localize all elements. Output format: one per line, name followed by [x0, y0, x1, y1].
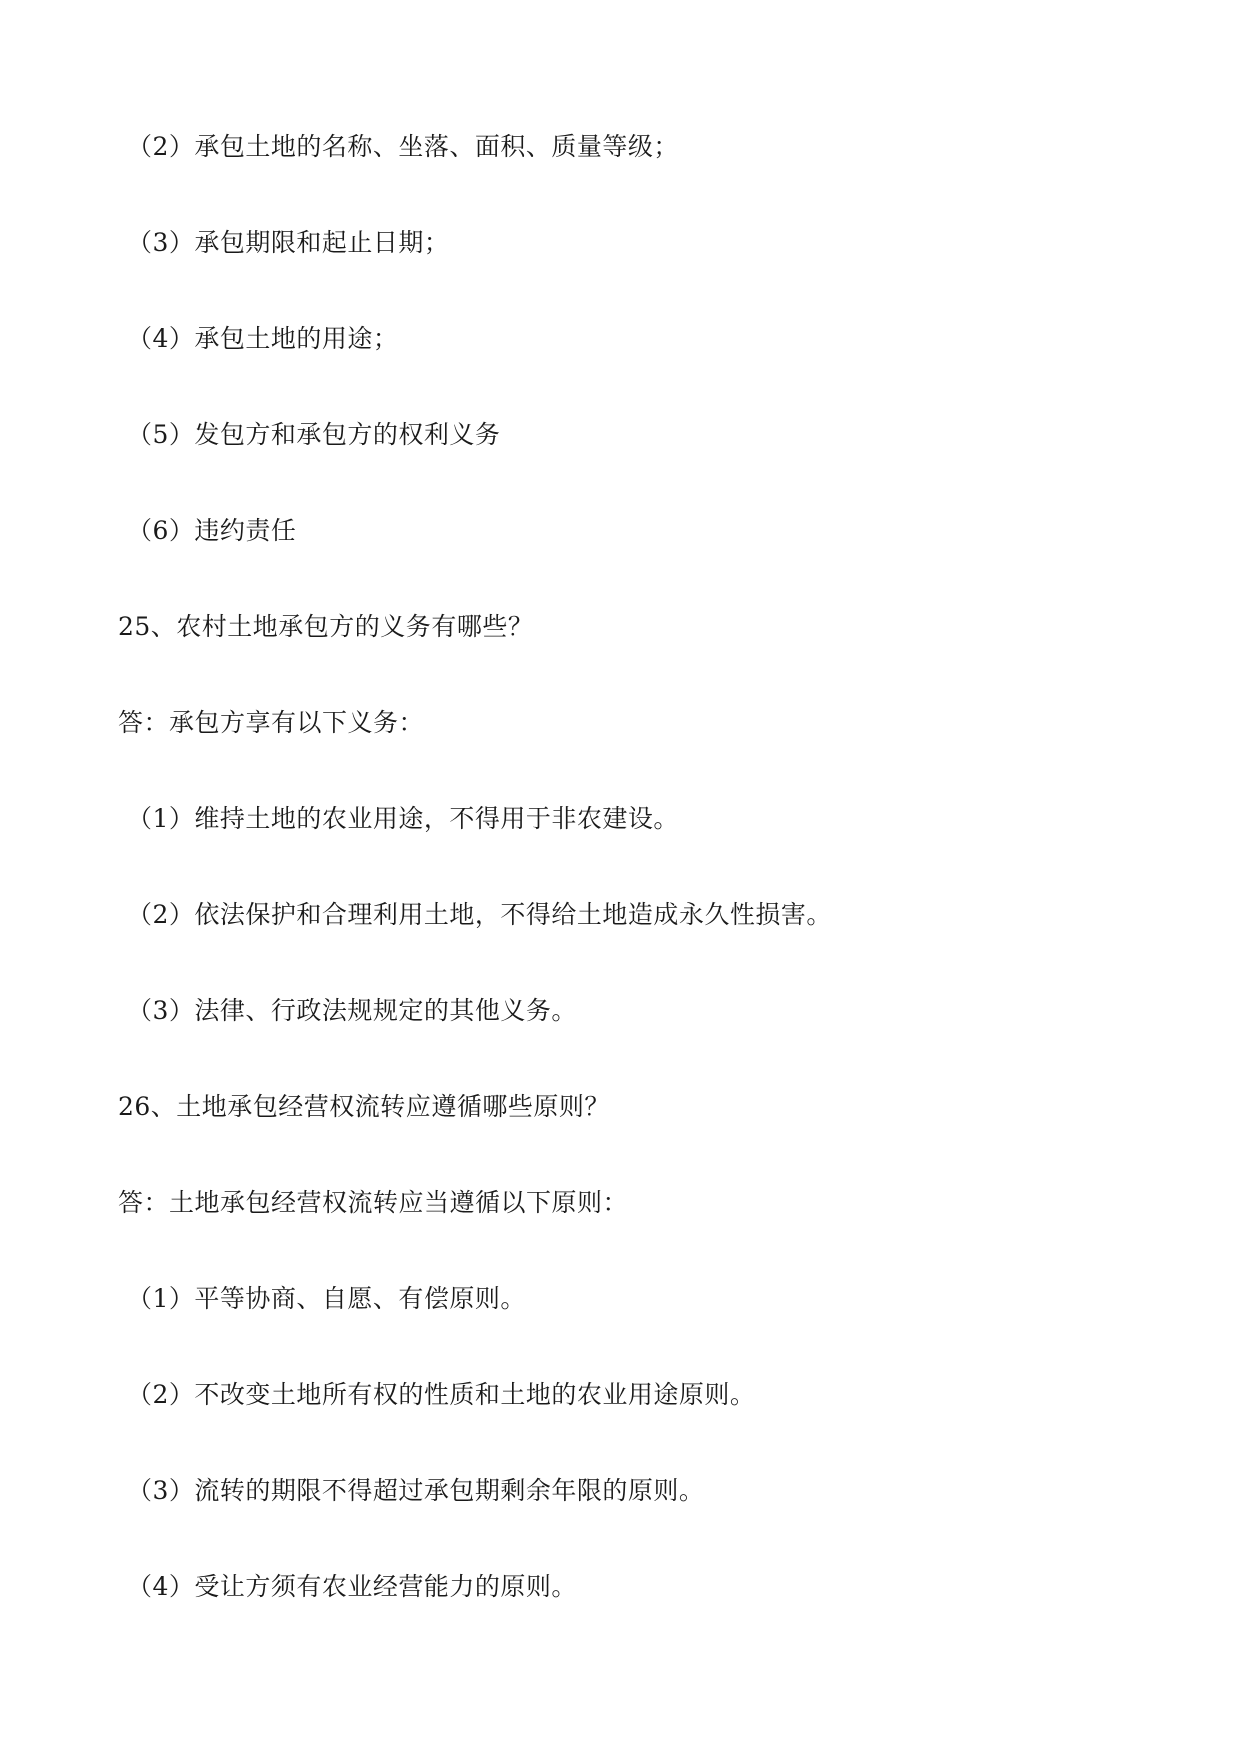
answer-25-item-2: （2）依法保护和合理利用土地，不得给土地造成永久性损害。: [127, 900, 832, 929]
list-item-2-land-details: （2）承包土地的名称、坐落、面积、质量等级；: [127, 132, 679, 161]
answer-26-item-3: （3）流转的期限不得超过承包期剩余年限的原则。: [127, 1476, 705, 1505]
list-item-6-liability: （6）违约责任: [127, 516, 297, 545]
question-25-heading: 25、农村土地承包方的义务有哪些？: [118, 612, 534, 641]
list-item-3-term: （3）承包期限和起止日期；: [127, 228, 450, 257]
answer-25-item-1: （1）维持土地的农业用途，不得用于非农建设。: [127, 804, 679, 833]
answer-25-intro: 答：承包方享有以下义务：: [118, 708, 425, 737]
question-26-heading: 26、土地承包经营权流转应遵循哪些原则？: [118, 1092, 610, 1121]
answer-26-intro: 答：土地承包经营权流转应当遵循以下原则：: [118, 1188, 629, 1217]
answer-26-item-4: （4）受让方须有农业经营能力的原则。: [127, 1572, 577, 1601]
answer-26-item-2: （2）不改变土地所有权的性质和土地的农业用途原则。: [127, 1380, 756, 1409]
list-item-5-rights-obligations: （5）发包方和承包方的权利义务: [127, 420, 501, 449]
answer-26-item-1: （1）平等协商、自愿、有偿原则。: [127, 1284, 526, 1313]
answer-25-item-3: （3）法律、行政法规规定的其他义务。: [127, 996, 577, 1025]
list-item-4-land-use: （4）承包土地的用途；: [127, 324, 399, 353]
